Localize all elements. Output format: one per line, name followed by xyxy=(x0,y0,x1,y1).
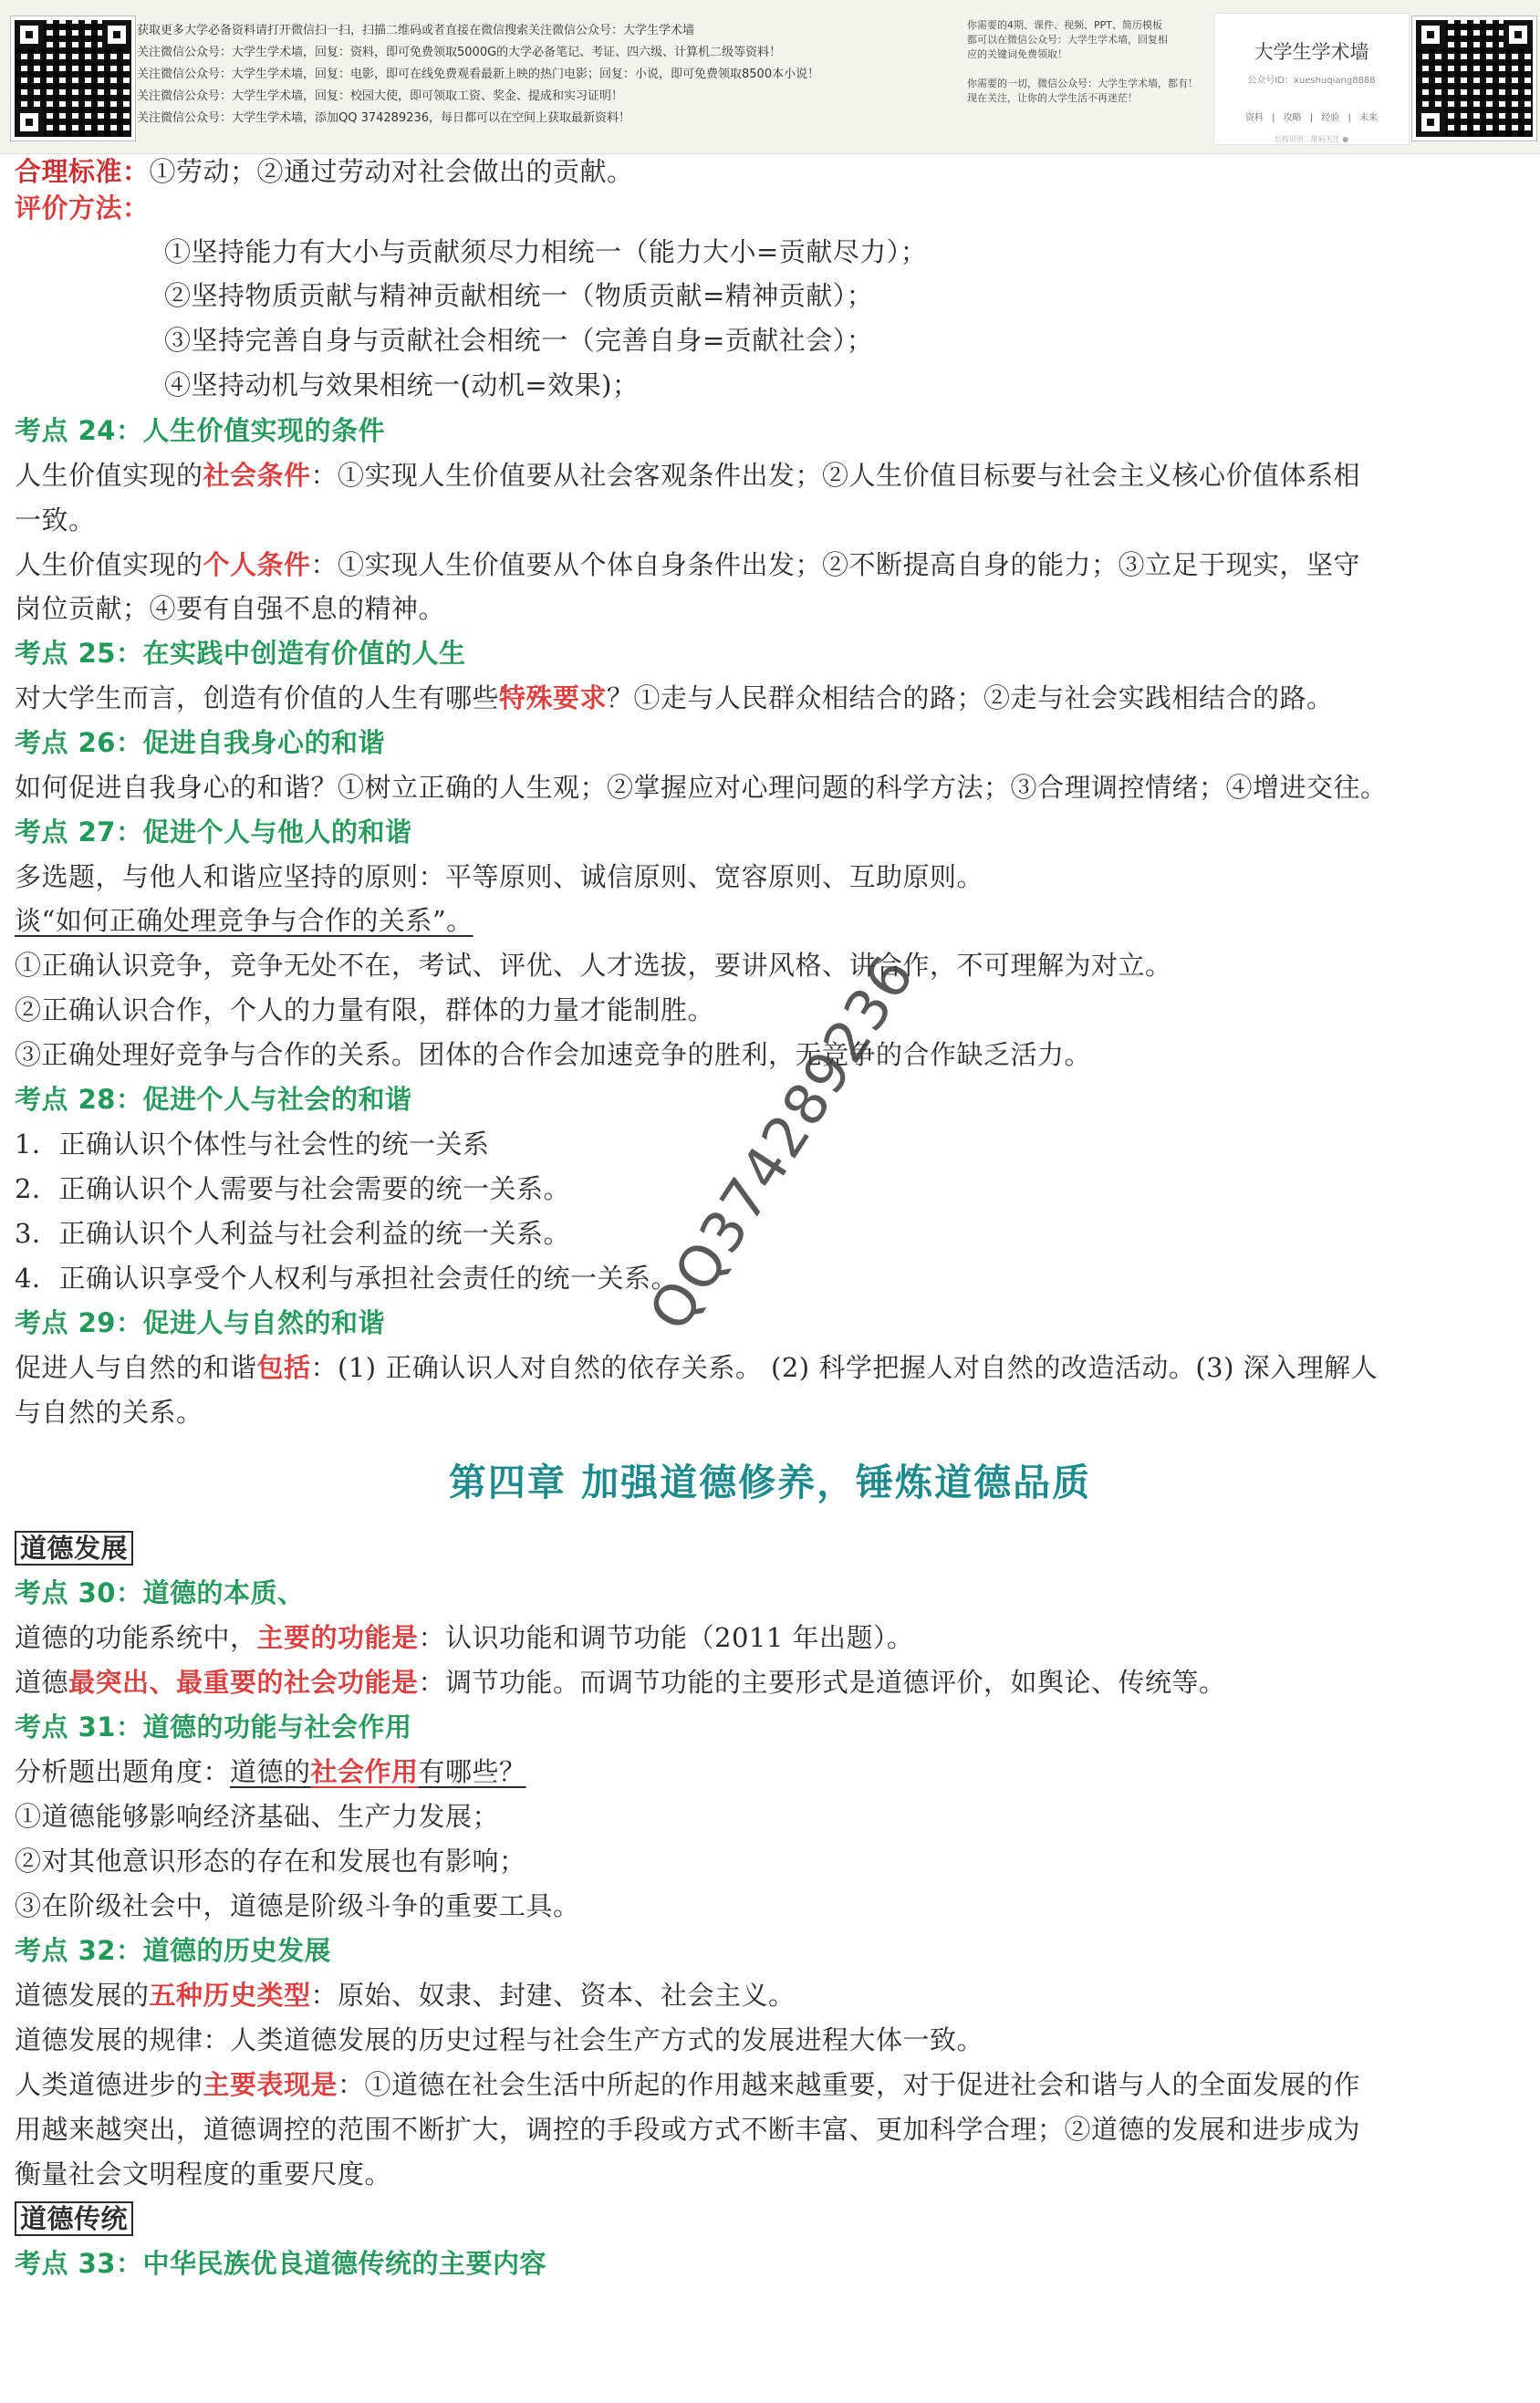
s27-line-3: ①正确认识竞争，竞争无处不在，考试、评优、人才选拔，要讲风格、讲合作，不可理解为对立。 xyxy=(15,950,1172,981)
s24-personal-cont: 岗位贡献；④要有自强不息的精神。 xyxy=(15,593,446,624)
cut-heading: 合理标准： xyxy=(15,156,150,187)
kp30-text: 考点 30：道德的本质、 xyxy=(15,1577,305,1608)
kp25-text: 考点 25：在实践中创造有价值的人生 xyxy=(15,638,466,669)
s24-social-cont: 一致。 xyxy=(15,505,96,536)
kp27-text: 考点 27：促进个人与他人的和谐 xyxy=(15,817,412,848)
s30-1a: 道德的功能系统中， xyxy=(15,1622,257,1653)
section-moral-tradition xyxy=(15,2197,1527,2241)
banner-mid-6: 现在关注，让你的大学生活不再迷茫！ xyxy=(967,92,1138,104)
s31-u1: 道德的 xyxy=(230,1756,311,1787)
qr-code-right[interactable] xyxy=(1412,16,1536,140)
kp28-text: 考点 28：促进个人与社会的和谐 xyxy=(15,1084,412,1115)
s24-personal-red: 个人条件 xyxy=(203,549,311,580)
s31-u2: 有哪些？ xyxy=(418,1756,526,1787)
s24-personal-a: 人生价值实现的 xyxy=(15,549,203,580)
section-trad-box: 道德传统 xyxy=(15,2201,133,2236)
kp25-heading xyxy=(15,631,1527,675)
eval-item-1: ①坚持能力有大小与贡献须尽力相统一（能力大小=贡献尽力）； xyxy=(164,236,928,267)
banner-mid-2: 都可以在微信公众号：大学生学术墙，回复相 xyxy=(967,34,1168,46)
s24-personal-line xyxy=(15,543,1527,587)
eval-heading xyxy=(15,186,1527,230)
s32-line-2: 道德发展的规律：人类道德发展的历史过程与社会生产方式的发展进程大体一致。 xyxy=(15,2024,984,2055)
s28-item-3: 3．正确认识个人利益与社会利益的统一关系。 xyxy=(15,1218,570,1249)
s31-item-3: ③在阶级社会中，道德是阶级斗争的重要工具。 xyxy=(15,1890,580,1921)
ad-banner xyxy=(0,0,1540,154)
s30-1b: ：认识功能和调节功能（2011 年出题）。 xyxy=(418,1622,914,1653)
banner-mid-4 xyxy=(967,62,1213,77)
s32-3red: 主要表现是 xyxy=(203,2069,338,2100)
banner-mid-1: 你需要的4期、课件、视频、PPT、简历模板 xyxy=(967,19,1162,31)
s32-3a: 人类道德进步的 xyxy=(15,2069,203,2100)
eval-item-4: ④坚持动机与效果相统一(动机=效果)； xyxy=(164,369,640,400)
qr-code-left[interactable] xyxy=(11,16,135,140)
s27-line-2 xyxy=(15,899,1527,942)
kp26-heading xyxy=(15,721,1527,765)
s29-a: 促进人与自然的和谐 xyxy=(15,1352,257,1383)
s30-2red: 最突出、最重要的社会功能是 xyxy=(68,1667,419,1698)
banner-line-5: 关注微信公众号：大学生学术墙，添加QQ 374289236，每日都可以在空间上获取最新资料！ xyxy=(137,111,631,125)
card-foot: 长按识别二维码关注 ● xyxy=(1274,135,1349,143)
s28-item-2: 2．正确认识个人需要与社会需要的统一关系。 xyxy=(15,1173,570,1204)
kp32-heading xyxy=(15,1929,1527,1972)
card-title: 大学生学术墙 xyxy=(1254,41,1369,63)
s30-2b: ：调节功能。而调节功能的主要形式是道德评价，如舆论、传统等。 xyxy=(418,1667,1226,1698)
s28-item-4: 4．正确认识享受个人权利与承担社会责任的统一关系。 xyxy=(15,1263,678,1294)
banner-line-1: 获取更多大学必备资料请打开微信扫一扫，扫描二维码或者直接在微信搜索关注微信公众号：大学生学术墙 xyxy=(137,24,695,37)
chapter-title: 第四章 加强道德修养，锤炼道德品质 xyxy=(448,1461,1092,1504)
kp29-heading xyxy=(15,1301,1527,1345)
kp24-text: 考点 24：人生价值实现的条件 xyxy=(15,415,385,446)
s32-1a: 道德发展的 xyxy=(15,1980,150,2011)
kp26-text: 考点 26：促进自我身心的和谐 xyxy=(15,727,385,758)
kp24-heading xyxy=(15,409,1527,453)
s29-red: 包括 xyxy=(256,1352,311,1383)
section-dev-box: 道德发展 xyxy=(15,1531,133,1566)
s26-line: 如何促进自我身心的和谐？①树立正确的人生观；②掌握应对心理问题的科学方法；③合理调控情绪；④增进交往。 xyxy=(15,772,1388,803)
account-card[interactable] xyxy=(1213,13,1410,145)
s32-3b: ：①道德在社会生活中所起的作用越来越重要，对于促进社会和谐与人的全面发展的作 xyxy=(338,2069,1361,2100)
kp33-heading xyxy=(15,2242,1527,2285)
qq-watermark: QQ374289236 xyxy=(635,942,928,1343)
s25-a: 对大学生而言，创造有价值的人生有哪些 xyxy=(15,682,500,713)
s24-social-a: 人生价值实现的 xyxy=(15,460,203,491)
kp31-text: 考点 31：道德的功能与社会作用 xyxy=(15,1711,412,1742)
banner-line-2: 关注微信公众号：大学生学术墙，回复：资料，即可免费领取5000G的大学必备笔记、考证、四六级、计算机二级等资料！ xyxy=(137,46,782,59)
s25-b: ？①走与人民群众相结合的路；②走与社会实践相结合的路。 xyxy=(607,682,1334,713)
banner-mid-3: 应的关键词免费领取！ xyxy=(967,48,1067,60)
s30-2a: 道德 xyxy=(15,1667,69,1698)
eval-item-3: ③坚持完善自身与贡献社会相统一（完善自身=贡献社会）； xyxy=(164,325,874,356)
kp27-heading xyxy=(15,810,1527,854)
s31-item-2: ②对其他意识形态的存在和发展也有影响； xyxy=(15,1846,526,1877)
s29-b: ：(1) 正确认识人对自然的依存关系。 (2) 科学把握人对自然的改造活动。(3) 深入理解人 xyxy=(310,1352,1379,1383)
s30-line-2 xyxy=(15,1660,1527,1704)
s30-1red: 主要的功能是 xyxy=(256,1622,419,1653)
s29-line xyxy=(15,1346,1527,1389)
s31-red: 社会作用 xyxy=(310,1756,419,1787)
s32-line-4: 用越来越突出，道德调控的范围不断扩大，调控的手段或方式不断丰富、更加科学合理；②道德的发展和进步成为 xyxy=(15,2114,1361,2145)
s28-item-1: 1．正确认识个体性与社会性的统一关系 xyxy=(15,1129,490,1160)
s31-line xyxy=(15,1750,1527,1794)
kp33-text: 考点 33：中华民族优良道德传统的主要内容 xyxy=(15,2248,546,2279)
kp29-text: 考点 29：促进人与自然的和谐 xyxy=(15,1307,385,1338)
s24-social-red: 社会条件 xyxy=(203,460,311,491)
card-links: 资料 | 攻略 | 经验 | 未来 xyxy=(1244,113,1379,123)
s32-line-3 xyxy=(15,2063,1527,2107)
eval-item-2: ②坚持物质贡献与精神贡献相统一（物质贡献=精神贡献）； xyxy=(164,280,874,311)
banner-mid-5: 你需要的一切，微信公众号：大学生学术墙，都有！ xyxy=(967,78,1198,89)
s27-line-4: ②正确认识合作，个人的力量有限，群体的力量才能制胜。 xyxy=(15,994,715,1025)
s27-underlined: 谈“如何正确处理竞争与合作的关系”。 xyxy=(15,905,473,936)
s27-line-1: 多选题，与他人和谐应坚持的原则：平等原则、诚信原则、宽容原则、互助原则。 xyxy=(15,861,984,892)
s32-line-5: 衡量社会文明程度的重要尺度。 xyxy=(15,2159,392,2190)
banner-mid-text xyxy=(967,18,1213,106)
s25-line xyxy=(15,676,1527,720)
s27-line-5: ③正确处理好竞争与合作的关系。团体的合作会加速竞争的胜利，无竞争的合作缺乏活力。 xyxy=(15,1039,1092,1070)
section-moral-development xyxy=(15,1526,1527,1570)
card-id: 公众号ID：xueshuqiang8888 xyxy=(1247,76,1376,86)
s24-social-b: ：①实现人生价值要从社会客观条件出发；②人生价值目标要与社会主义核心价值体系相 xyxy=(310,460,1361,491)
s31-a: 分析题出题角度： xyxy=(15,1756,231,1787)
s30-line-1 xyxy=(15,1616,1527,1659)
kp31-heading xyxy=(15,1705,1527,1749)
s24-social-line xyxy=(15,453,1527,497)
s25-red: 特殊要求 xyxy=(499,682,608,713)
eval-heading-text: 评价方法： xyxy=(15,192,150,224)
s31-item-1: ①道德能够影响经济基础、生产力发展； xyxy=(15,1801,500,1832)
kp32-text: 考点 32：道德的历史发展 xyxy=(15,1935,331,1966)
cut-text: ①劳动；②通过劳动对社会做出的贡献。 xyxy=(149,156,634,187)
s32-line-1 xyxy=(15,1973,1527,2017)
banner-line-4: 关注微信公众号：大学生学术墙，回复：校园大使，即可领取工资、奖金、提成和实习证明！ xyxy=(137,89,624,103)
s29-cont: 与自然的关系。 xyxy=(15,1397,203,1428)
s32-1red: 五种历史类型 xyxy=(149,1980,311,2011)
banner-line-3: 关注微信公众号：大学生学术墙，回复：电影，即可在线免费观看最新上映的热门电影；回复：小说，即可免费领取8500本小说！ xyxy=(137,68,820,81)
banner-text xyxy=(137,20,940,130)
s32-1b: ：原始、奴隶、封建、资本、社会主义。 xyxy=(310,1980,796,2011)
kp30-heading xyxy=(15,1571,1527,1615)
s24-personal-b: ：①实现人生价值要从个体自身条件出发；②不断提高自身的能力；③立足于现实，坚守 xyxy=(310,549,1361,580)
